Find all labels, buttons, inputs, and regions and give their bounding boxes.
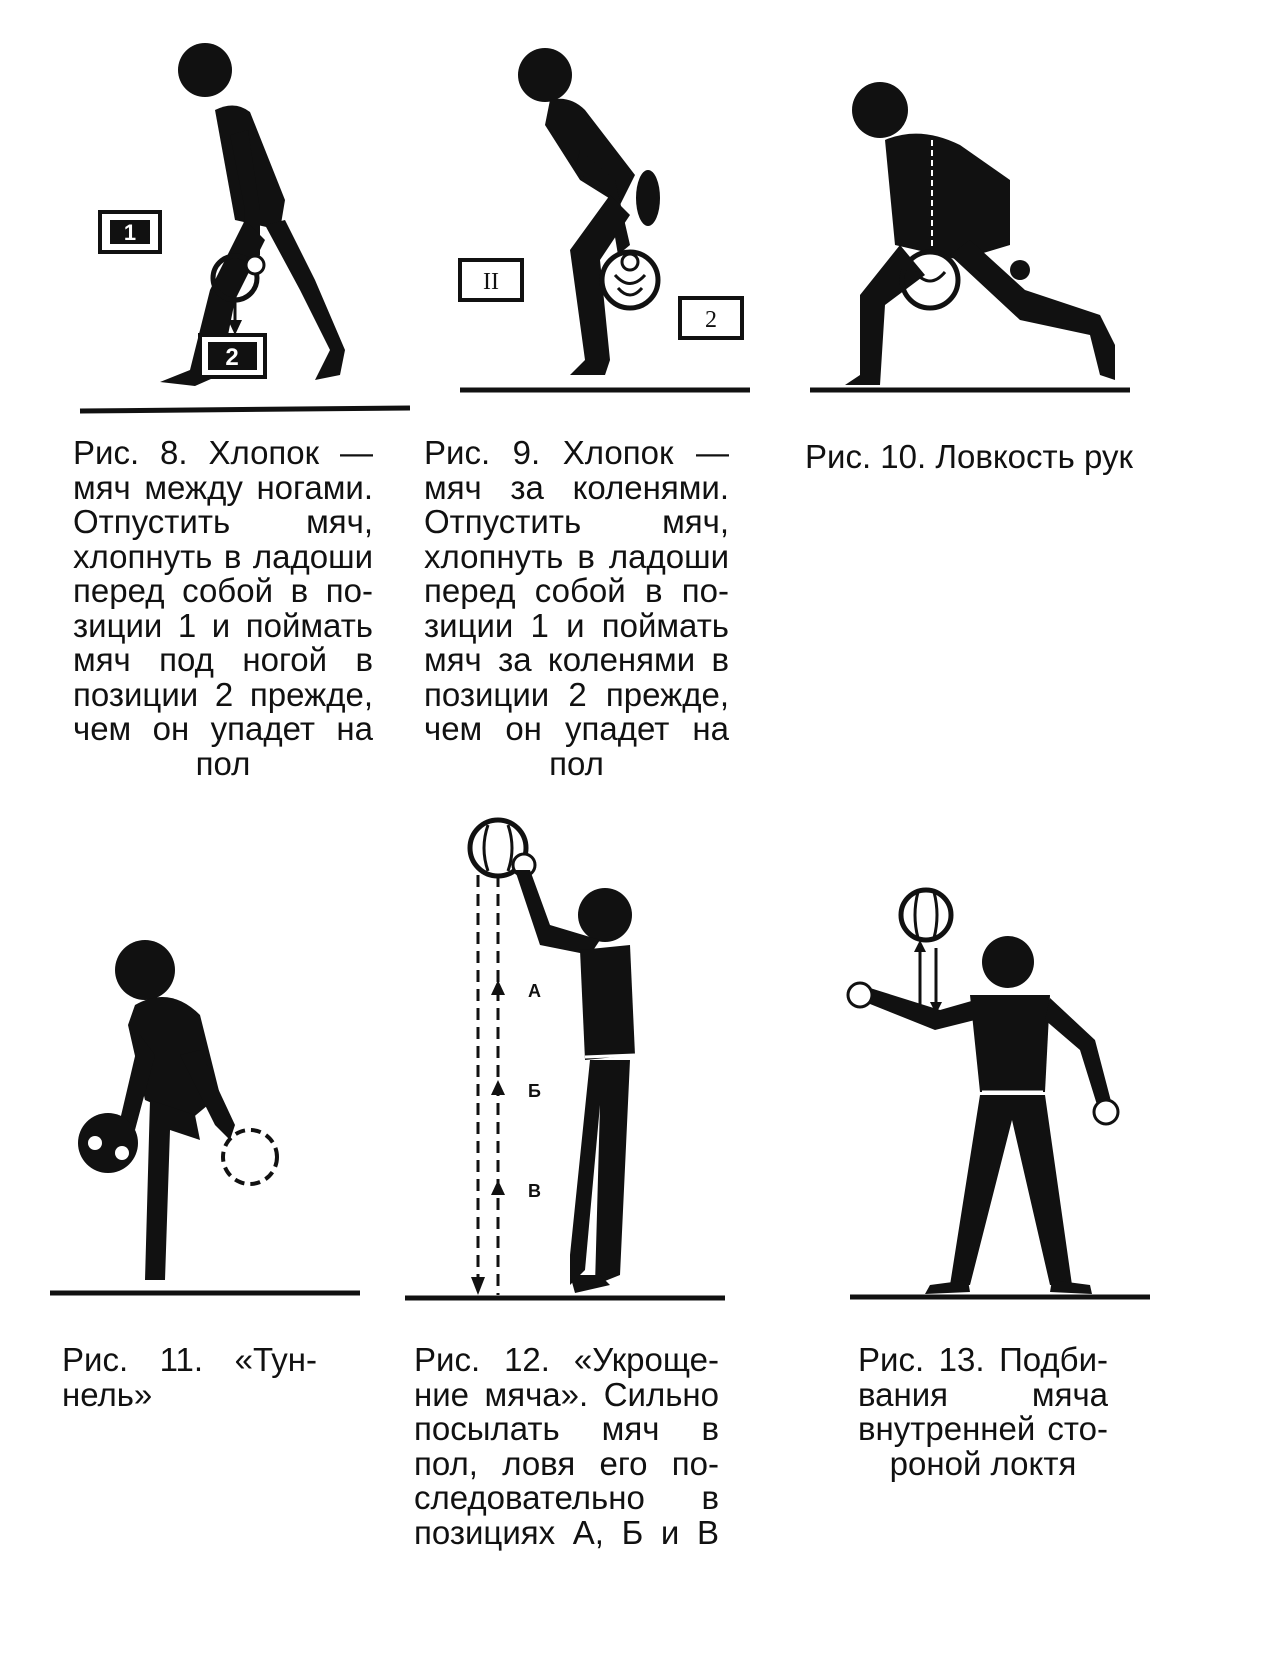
box-label-2b: 2 [705, 307, 717, 333]
figure-10-caption: Рис. 10. Ловкость рук [805, 438, 1133, 475]
figure-13-caption: Рис. 13. Подби- вания мяча внутренней сто- роной локтя [858, 1341, 1108, 1482]
figure-11-illustration [40, 925, 370, 1305]
figure-8-illustration [60, 30, 420, 420]
figure-10-illustration [800, 60, 1140, 400]
figure-9-caption: Рис. 9. Хлопок — мяч за коленями. Отпустить мяч, хлопнуть в ладоши перед собой в по- зиции 1 и поймать мяч за коленями в позиции 2 прежде, чем он упадет на пол [424, 434, 729, 782]
figure-8-caption: Рис. 8. Хлопок — мяч между ногами. Отпустить мяч, хлопнуть в ладоши перед собой в по- зиции 1 и поймать мяч под ногой в позиции 2 прежде, чем он упадет на пол [73, 434, 373, 782]
position-label-A: А [528, 981, 541, 1001]
box-label-1: 1 [123, 220, 137, 245]
figure-9-illustration [440, 30, 770, 400]
box-label-2: 2 [225, 344, 239, 371]
box-label-II: II [483, 269, 499, 295]
figure-13-illustration [840, 880, 1160, 1310]
figure-12-illustration [400, 815, 730, 1310]
position-label-V: В [528, 1181, 541, 1201]
figure-11-caption: Рис. 11. «Тун- нель» [62, 1341, 317, 1413]
figure-12-caption: Рис. 12. «Укроще- ние мяча». Сильно посылать мяч в пол, ловя его по- следовательно в позициях А, Б и В [414, 1341, 719, 1551]
position-label-B: Б [528, 1081, 541, 1101]
